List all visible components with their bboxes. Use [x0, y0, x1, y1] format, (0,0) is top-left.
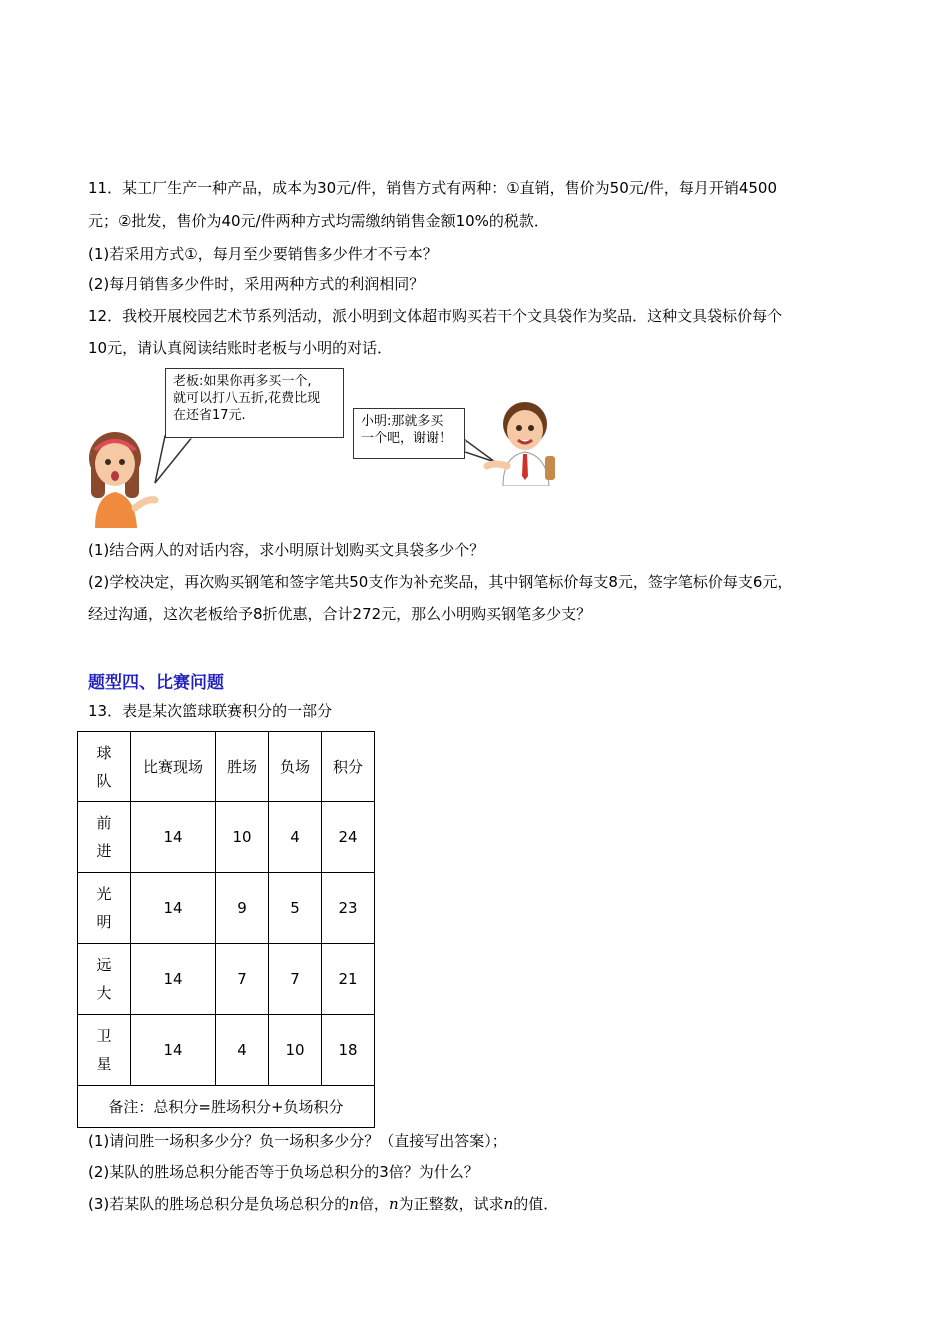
- ming-speech-bubble: [353, 408, 465, 459]
- header-losses: 负场: [269, 732, 322, 802]
- q12-sub1: (1)结合两人的对话内容，求小明原计划购买文具袋多少个？: [88, 541, 485, 559]
- section-heading: 题型四、比赛问题: [88, 673, 224, 693]
- ming-speech-line: 小明:那就多买: [361, 414, 444, 429]
- losses-cell: 10: [269, 1015, 322, 1086]
- boss-speech-line: 就可以打八五折,花费比现: [173, 391, 321, 406]
- team-cell: 前进: [78, 802, 131, 873]
- q12-line2: 10元，请认真阅读结账时老板与小明的对话．: [88, 339, 393, 357]
- table-row: [78, 1015, 375, 1086]
- q12-sub2b: 经过沟通，这次老板给予8折优惠，合计272元，那么小明购买钢笔多少支？: [88, 605, 592, 623]
- losses-cell: 7: [269, 944, 322, 1015]
- q13-sub3-part: 的值．: [513, 1195, 559, 1213]
- wins-cell: 10: [216, 802, 269, 873]
- table-row: [78, 873, 375, 944]
- header-wins: 胜场: [216, 732, 269, 802]
- losses-cell: 4: [269, 802, 322, 873]
- points-cell: 18: [322, 1015, 375, 1086]
- table-note-row: [78, 1086, 375, 1128]
- q13-sub3-part: 为正整数，试求: [398, 1195, 504, 1213]
- variable-n: n: [388, 1195, 399, 1213]
- q13-intro: 13．表是某次篮球联赛积分的一部分: [88, 702, 333, 720]
- q13-sub3: [88, 1194, 558, 1214]
- games-cell: 14: [131, 873, 216, 944]
- team-cell: 光明: [78, 873, 131, 944]
- q13-sub2: (2)某队的胜场总积分能否等于负场总积分的3倍？为什么？: [88, 1163, 479, 1181]
- dialogue-illustration: [85, 368, 565, 528]
- boy-illustration: [483, 396, 563, 486]
- q13-sub3-part: (3)若某队的胜场总积分是负场总积分的: [88, 1195, 350, 1213]
- q13-sub1: (1)请问胜一场积多少分？负一场积多少分？（直接写出答案）；: [88, 1132, 507, 1150]
- points-cell: 21: [322, 944, 375, 1015]
- games-cell: 14: [131, 944, 216, 1015]
- variable-n: n: [503, 1195, 514, 1213]
- points-cell: 23: [322, 873, 375, 944]
- table-note: 备注：总积分=胜场积分+负场积分: [78, 1086, 375, 1128]
- boss-speech-bubble: [165, 368, 344, 438]
- points-cell: 24: [322, 802, 375, 873]
- q12-sub2: (2)学校决定，再次购买钢笔和签字笔共50支作为补充奖品，其中钢笔标价每支8元，签字笔标价每支6元，: [88, 573, 793, 591]
- header-team: 球队: [78, 732, 131, 802]
- q13-sub3-part: 倍，: [358, 1195, 389, 1213]
- wins-cell: 9: [216, 873, 269, 944]
- games-cell: 14: [131, 1015, 216, 1086]
- score-table: [77, 731, 375, 1128]
- team-cell: 卫星: [78, 1015, 131, 1086]
- boss-speech-line: 老板:如果你再多买一个,: [173, 374, 312, 389]
- table-row: [78, 802, 375, 873]
- games-cell: 14: [131, 802, 216, 873]
- q11-line2: 元；②批发，售价为40元/件两种方式均需缴纳销售金额10%的税款．: [88, 212, 549, 230]
- header-points: 积分: [322, 732, 375, 802]
- ming-speech-line: 一个吧，谢谢！: [361, 431, 453, 446]
- team-cell: 远大: [78, 944, 131, 1015]
- header-games: 比赛现场: [131, 732, 216, 802]
- table-row: [78, 944, 375, 1015]
- boss-speech-line: 在还省17元.: [173, 408, 246, 423]
- table-header-row: [78, 732, 375, 802]
- q11-sub2: (2)每月销售多少件时，采用两种方式的利润相同？: [88, 275, 425, 293]
- q12-line1: 12．我校开展校园艺术节系列活动，派小明到文体超市购买若干个文具袋作为奖品．这种文具袋标价每个: [88, 307, 783, 325]
- q11-line1: 11．某工厂生产一种产品，成本为30元/件，销售方式有两种：①直销，售价为50元/件，每月开销4500: [88, 179, 777, 197]
- losses-cell: 5: [269, 873, 322, 944]
- variable-n: n: [349, 1195, 359, 1213]
- wins-cell: 7: [216, 944, 269, 1015]
- wins-cell: 4: [216, 1015, 269, 1086]
- q11-sub1: (1)若采用方式①，每月至少要销售多少件才不亏本？: [88, 245, 438, 263]
